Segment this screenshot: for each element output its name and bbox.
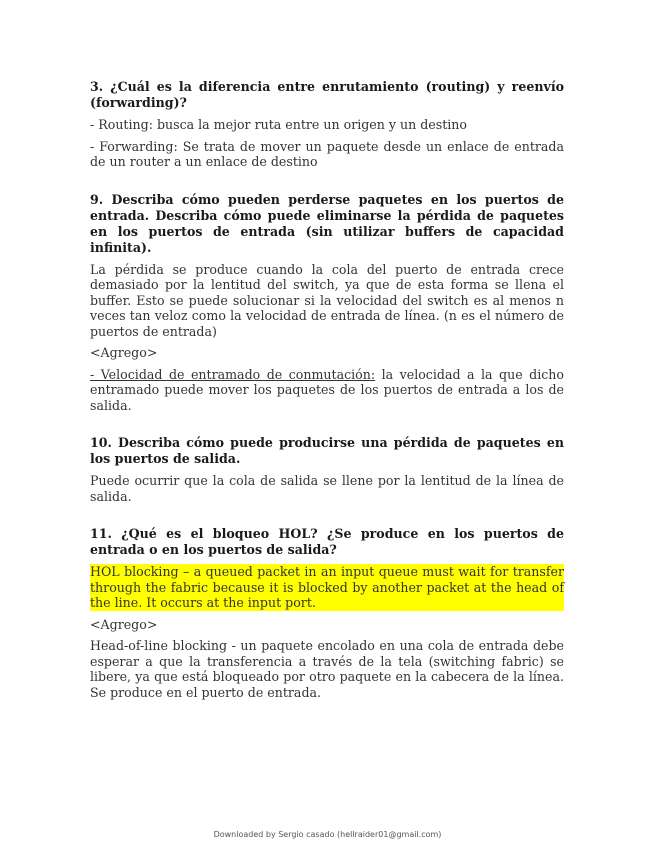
download-footer: Downloaded by Sergio casado (hellraider01@gmail.com) [213, 830, 442, 839]
q10-answer: Puede ocurrir que la cola de salida se llene por la lentitud de la línea de salida. [90, 473, 564, 504]
q9-extra-answer [90, 367, 564, 414]
question-10-title: 10. Describa cómo puede producirse una pérdida de paquetes en los puertos de salida. [90, 435, 564, 466]
q3-routing-answer: - Routing: busca la mejor ruta entre un origen y un destino [90, 117, 467, 132]
question-11-title: 11. ¿Qué es el bloqueo HOL? ¿Se produce en los puertos de entrada o en los puertos de salida? [90, 526, 564, 557]
document-page [90, 79, 564, 706]
q11-agrego: <Agrego> [90, 616, 158, 632]
q9-agrego: <Agrego> [90, 345, 158, 360]
q9-extra-term: - Velocidad de entramado de conmutación: [90, 366, 376, 382]
q9-extra-definition: la velocidad a la que dicho entramado puede mover los paquetes de los puertos de entrada a los de salida. [90, 366, 565, 413]
question-9-title: 9. Describa cómo pueden perderse paquetes en los puertos de entrada. Describa cómo puede eliminarse la pérdida de paquetes en los puertos de entrada (sin utilizar buffers de capacidad infinita). [90, 191, 564, 255]
q11-highlighted-answer: HOL blocking – a queued packet in an input queue must wait for transfer through the fabric because it is blocked by another packet at the head of the line. It occurs at the input port. [90, 564, 564, 610]
q11-answer: Head-of-line blocking - un paquete encolado en una cola de entrada debe esperar a que la transferencia a través de la tela (switching fabric) se libere, ya que está bloqueado por otro paquete en la cabecera de la línea. Se produce en el puerto de entrada. [90, 638, 564, 700]
question-3-title: 3. ¿Cuál es la diferencia entre enrutamiento (routing) y reenvío (forwarding)? [90, 79, 564, 110]
q3-forwarding-answer: - Forwarding: Se trata de mover un paquete desde un enlace de entrada de un router a un enlace de destino [90, 138, 564, 169]
q9-answer: La pérdida se produce cuando la cola del puerto de entrada crece demasiado por la lentitud del switch, ya que de esta forma se llena el buffer. Esto se puede solucionar si la velocidad del switch es al menos n veces tan veloz como la velocidad de entrada de línea. (n es el número de puertos de entrada) [90, 261, 564, 339]
